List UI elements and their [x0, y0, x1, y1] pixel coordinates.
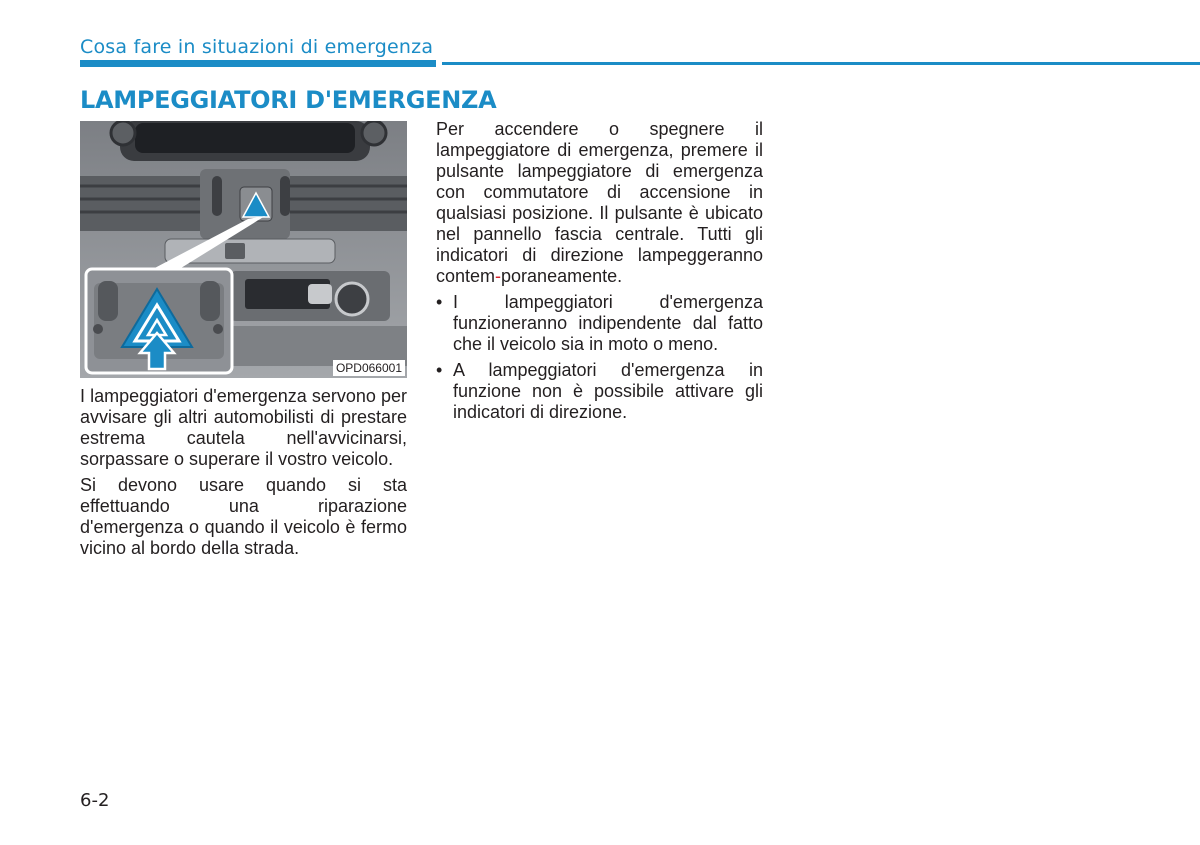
bullet-text: I lampeggiatori d'emergenza funzioneranno indipendente dal fatto che il veicolo sia in moto o meno.	[453, 292, 763, 354]
bullet-list	[436, 292, 763, 423]
paragraph: Si devono usare quando si sta effettuando una riparazione d'emergenza o quando il veicolo è fermo vicino al bordo della strada.	[80, 475, 407, 558]
page-number: 6-2	[80, 790, 110, 811]
list-item	[436, 360, 763, 423]
intro-tail: poraneamente.	[501, 266, 623, 286]
bullet-icon: •	[436, 292, 443, 312]
bullet-icon: •	[436, 360, 443, 380]
figure-code: OPD066001	[333, 360, 405, 376]
page-title: LAMPEGGIATORI D'EMERGENZA	[80, 86, 497, 114]
list-item	[436, 292, 763, 355]
header-rule-thin	[442, 62, 1200, 65]
red-hyphen: -	[495, 266, 502, 286]
intro-text: Per accendere o spegnere il lampeggiatore di emergenza, premere il pulsante lampeggiatore di emergenza con commutatore di accensione in qualsiasi posizione. Il pulsante è ubicato nel pannello fascia centrale. Tutti gli indicatori di direzione lampeggeranno contem	[436, 119, 763, 286]
dashboard-figure	[80, 121, 407, 378]
left-column	[80, 386, 407, 564]
paragraph: I lampeggiatori d'emergenza servono per avvisare gli altri automobilisti di prestare estrema cautela nell'avvicinarsi, sorpassare o superare il vostro veicolo.	[80, 386, 407, 469]
right-column	[436, 119, 763, 428]
dashboard-illustration	[80, 121, 407, 378]
section-header: Cosa fare in situazioni di emergenza	[80, 36, 434, 58]
intro-paragraph	[436, 119, 763, 287]
header-rule-thick	[80, 60, 436, 67]
bullet-text: A lampeggiatori d'emergenza in funzione non è possibile attivare gli indicatori di direzione.	[453, 360, 763, 422]
